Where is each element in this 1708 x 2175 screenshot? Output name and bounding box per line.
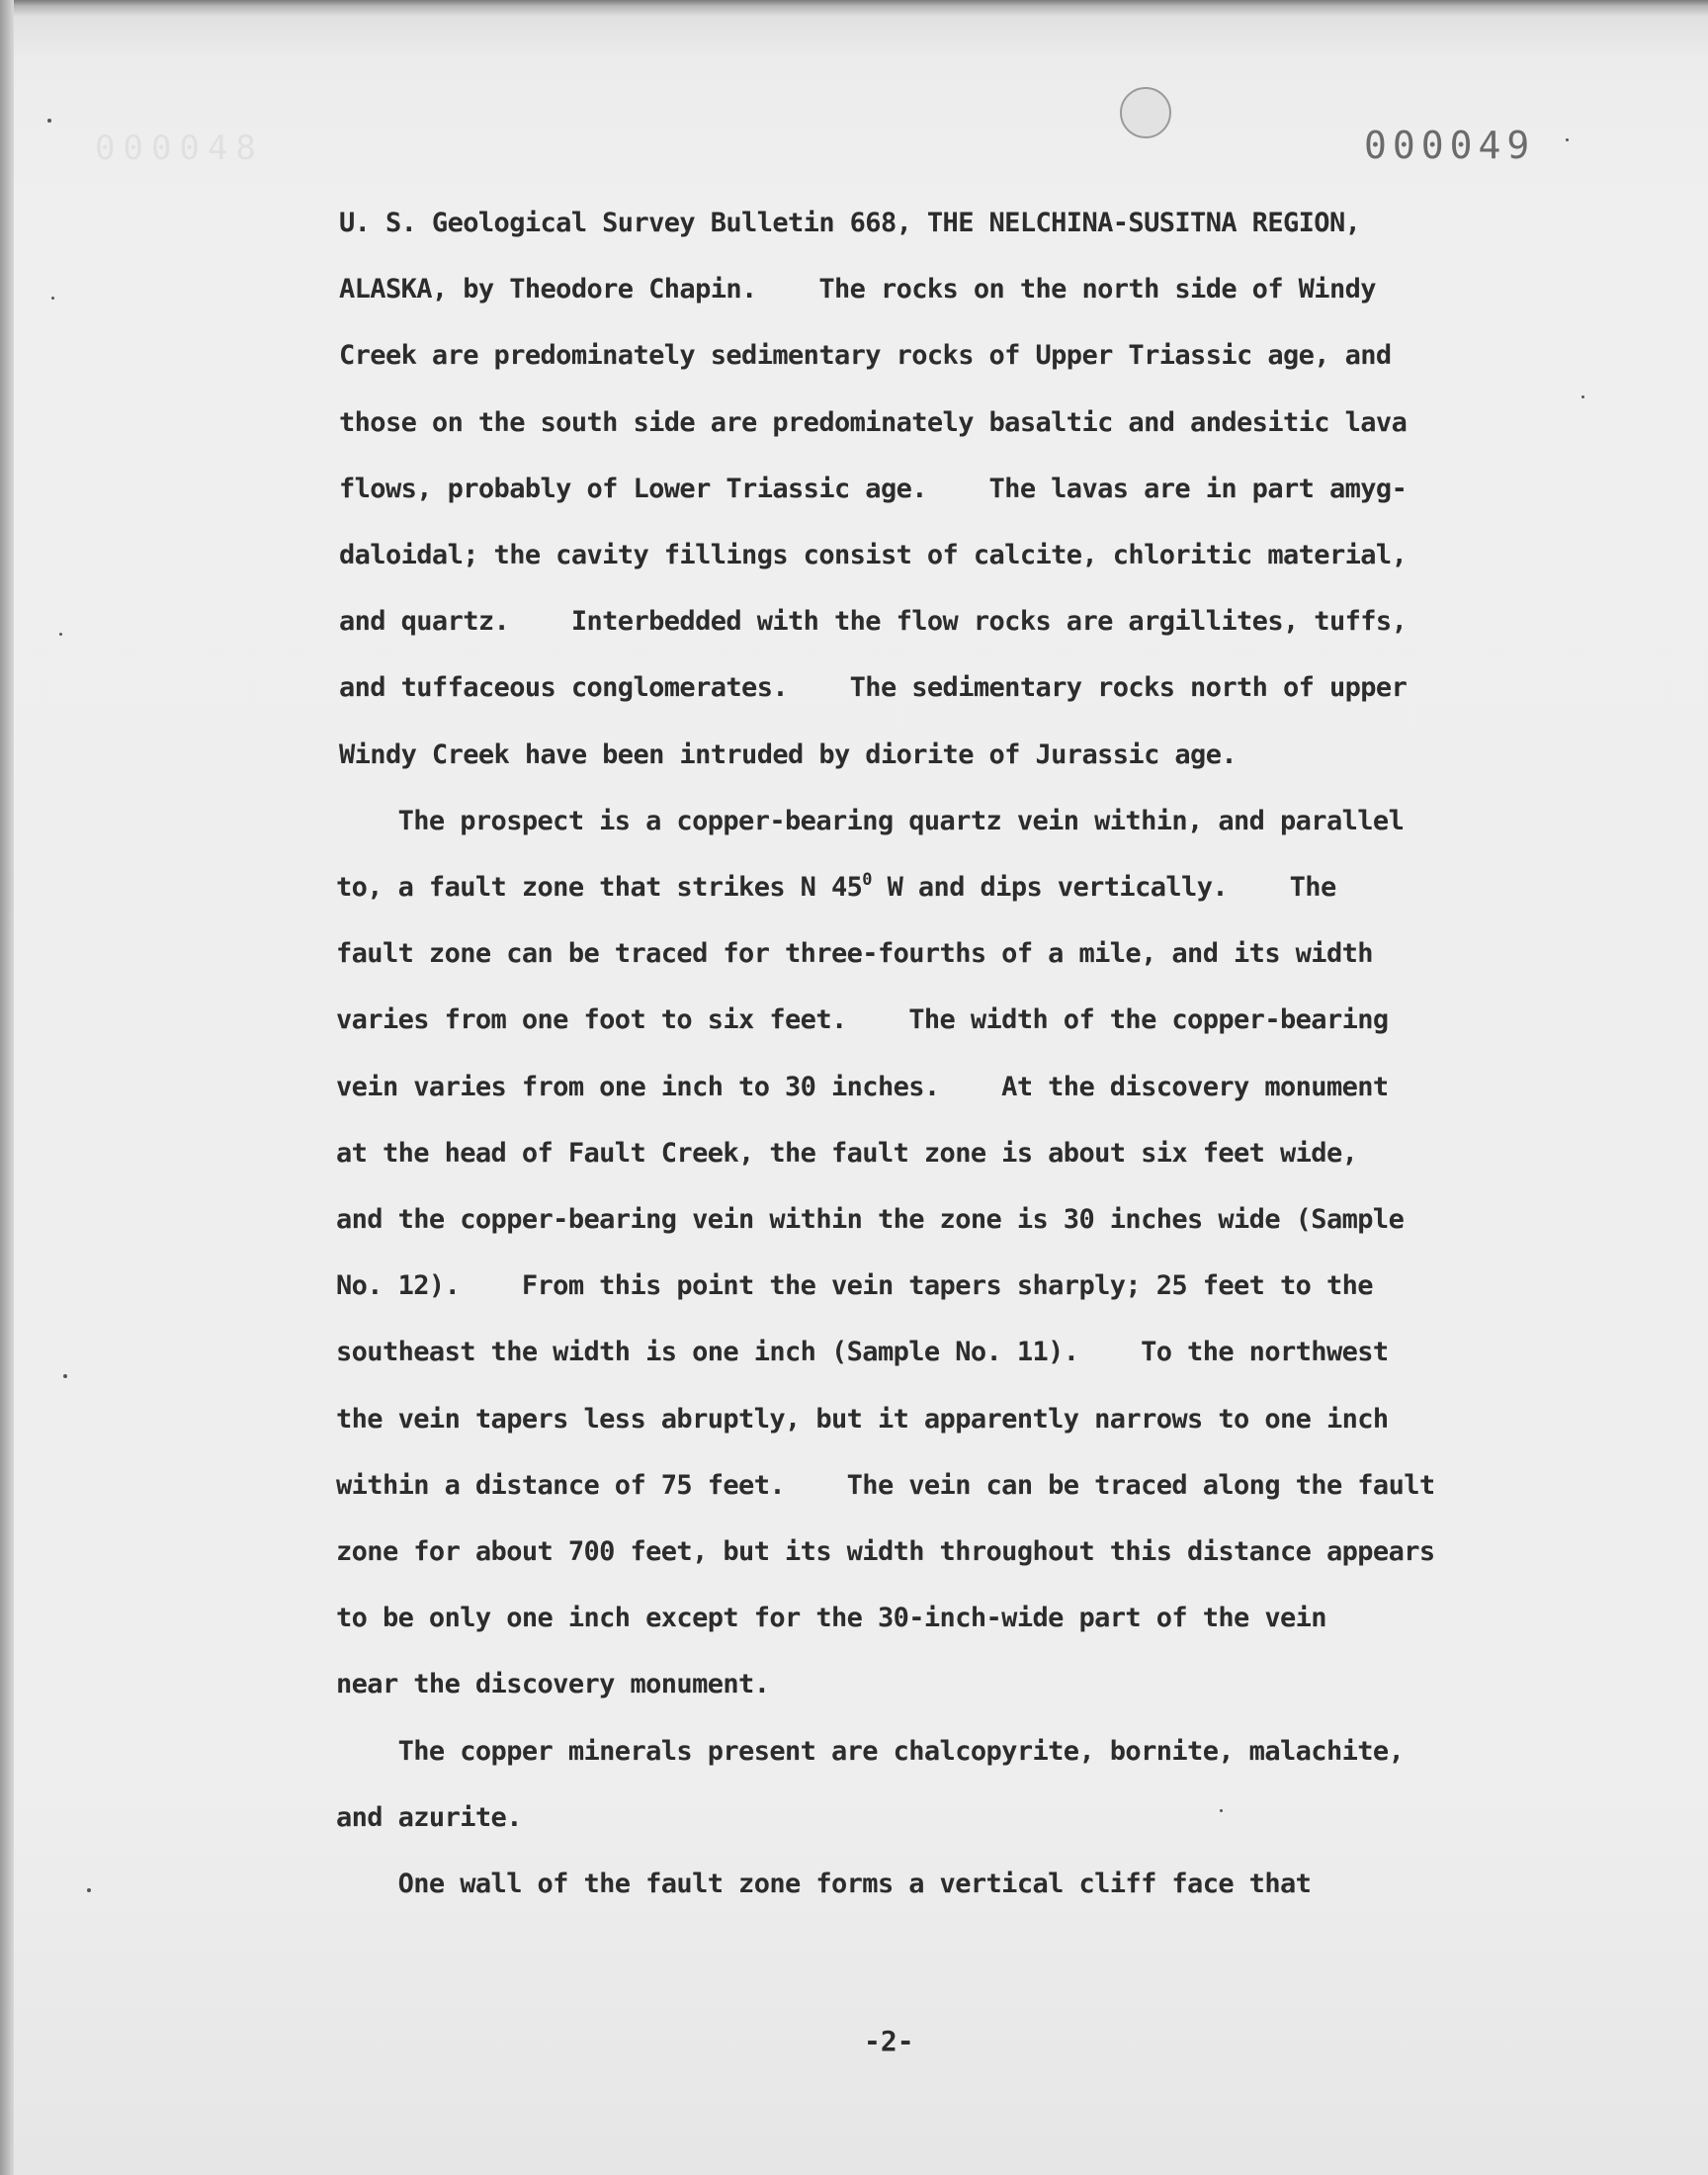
scan-speck <box>87 1888 91 1892</box>
text-line: The copper minerals present are chalcopyrite, bornite, malachite, <box>336 1735 1405 1767</box>
scan-speck <box>1220 1809 1223 1812</box>
text-line <box>336 868 1336 911</box>
text-line: zone for about 700 feet, but its width throughout this distance appears <box>336 1536 1435 1567</box>
text-line: the vein tapers less abruptly, but it apparently narrows to one inch <box>336 1403 1389 1435</box>
text-line: and the copper-bearing vein within the zone is 30 inches wide (Sample <box>336 1204 1405 1235</box>
text-line: those on the south side are predominately basaltic and andesitic lava <box>339 406 1408 438</box>
text-line: and tuffaceous conglomerates. The sedimentary rocks north of upper <box>339 672 1408 704</box>
text-line: at the head of Fault Creek, the fault zone is about six feet wide, <box>336 1137 1358 1169</box>
text-line: Creek are predominately sedimentary rocks of Upper Triassic age, and <box>339 340 1392 372</box>
bleed-through-number: 000048 <box>95 129 264 168</box>
document-number: 000049 <box>1364 124 1536 167</box>
scan-left-edge <box>0 0 14 2175</box>
scan-speck <box>59 633 62 636</box>
text-line: One wall of the fault zone forms a vertical cliff face that <box>336 1869 1312 1899</box>
text-line: near the discovery monument. <box>336 1669 770 1700</box>
text-line: Windy Creek have been intruded by diorite of Jurassic age. <box>339 739 1238 770</box>
scan-speck <box>1566 138 1569 141</box>
scan-speck <box>51 297 54 300</box>
degree-superscript: 0 <box>862 870 872 890</box>
scan-speck <box>47 119 51 123</box>
text-line-part: to, a fault zone that strikes N 45 <box>336 872 863 903</box>
text-line: The prospect is a copper-bearing quartz vein within, and parallel <box>336 805 1405 836</box>
text-line-part: W and dips vertically. The <box>871 872 1336 903</box>
text-line: No. 12). From this point the vein tapers sharply; 25 feet to the <box>336 1270 1373 1302</box>
text-line: varies from one foot to six feet. The width of the copper-bearing <box>336 1004 1389 1036</box>
punch-hole-mark <box>1120 87 1171 138</box>
text-line: to be only one inch except for the 30-inch-wide part of the vein <box>336 1603 1326 1634</box>
text-line: daloidal; the cavity fillings consist of calcite, chloritic material, <box>339 540 1408 570</box>
scan-speck <box>63 1374 67 1378</box>
text-line: within a distance of 75 feet. The vein can be traced along the fault <box>336 1469 1435 1501</box>
scan-speck <box>1581 395 1584 398</box>
text-line: and azurite. <box>336 1801 522 1833</box>
text-line: vein varies from one inch to 30 inches. At the discovery monument <box>336 1071 1389 1102</box>
text-line: and quartz. Interbedded with the flow rocks are argillites, tuffs, <box>339 606 1408 638</box>
text-line: flows, probably of Lower Triassic age. The lavas are in part amyg- <box>339 473 1408 504</box>
text-line: U. S. Geological Survey Bulletin 668, THE NELCHINA-SUSITNA REGION, <box>339 208 1361 238</box>
text-line: ALASKA, by Theodore Chapin. The rocks on the north side of Windy <box>339 274 1376 305</box>
page-number: -2- <box>864 2025 914 2057</box>
scan-top-edge <box>0 0 1708 16</box>
text-line: fault zone can be traced for three-fourths of a mile, and its width <box>336 938 1373 970</box>
text-line: southeast the width is one inch (Sample No. 11). To the northwest <box>336 1337 1389 1368</box>
